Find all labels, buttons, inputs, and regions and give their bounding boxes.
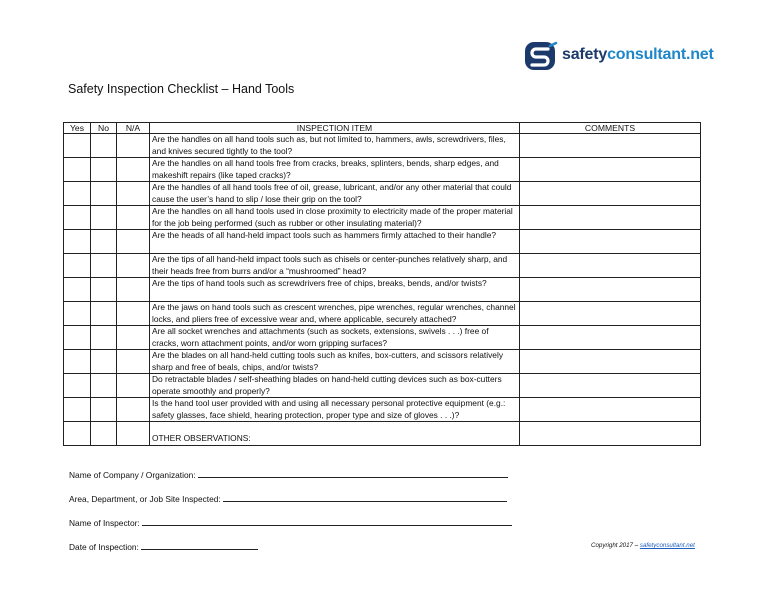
company-label: Name of Company / Organization: (69, 470, 196, 480)
na-checkbox[interactable] (117, 422, 150, 446)
comments-cell[interactable] (520, 422, 701, 446)
na-checkbox[interactable] (117, 230, 150, 254)
na-checkbox[interactable] (117, 350, 150, 374)
comments-cell[interactable] (520, 374, 701, 398)
comments-cell[interactable] (520, 350, 701, 374)
table-row (64, 278, 701, 302)
comments-cell[interactable] (520, 230, 701, 254)
no-checkbox[interactable] (91, 350, 117, 374)
copyright-link[interactable]: safetyconsultant.net (639, 542, 695, 549)
table-row (64, 206, 701, 230)
na-checkbox[interactable] (117, 254, 150, 278)
no-checkbox[interactable] (91, 302, 117, 326)
no-checkbox[interactable] (91, 422, 117, 446)
header-comments: COMMENTS (520, 123, 701, 134)
date-label: Date of Inspection: (69, 542, 139, 552)
yes-checkbox[interactable] (64, 230, 91, 254)
yes-checkbox[interactable] (64, 278, 91, 302)
table-row (64, 350, 701, 374)
comments-cell[interactable] (520, 278, 701, 302)
table-row (64, 302, 701, 326)
table-row (64, 326, 701, 350)
comments-cell[interactable] (520, 206, 701, 230)
yes-checkbox[interactable] (64, 398, 91, 422)
brand-logo (523, 40, 714, 72)
table-row-observations (64, 422, 701, 446)
inspection-item: Are the handles of all hand tools free of oil, grease, lubricant, and/or any other material that could cause the user’s hand to slip / lose their grip on the tool? (150, 182, 520, 206)
inspection-table (63, 122, 701, 446)
area-line[interactable] (223, 492, 507, 502)
table-row (64, 158, 701, 182)
comments-cell[interactable] (520, 326, 701, 350)
inspection-item: Are the handles on all hand tools such as, but not limited to, hammers, awls, screwdrivers, files, and knives secured tightly to the tool? (150, 134, 520, 158)
na-checkbox[interactable] (117, 374, 150, 398)
inspection-item: Are the heads of all hand-held impact tools such as hammers firmly attached to their handle? (150, 230, 520, 254)
table-row (64, 374, 701, 398)
table-row (64, 230, 701, 254)
header-na: N/A (117, 123, 150, 134)
date-field[interactable] (69, 540, 258, 552)
table-row (64, 254, 701, 278)
comments-cell[interactable] (520, 254, 701, 278)
inspector-field[interactable] (69, 516, 512, 528)
comments-cell[interactable] (520, 158, 701, 182)
company-line[interactable] (198, 468, 508, 478)
comments-cell[interactable] (520, 302, 701, 326)
na-checkbox[interactable] (117, 278, 150, 302)
inspection-item: Is the hand tool user provided with and using all necessary personal protective equipment (e.g.: safety glasses, face shield, hearing protection, proper type and size of gloves . . .)? (150, 398, 520, 422)
header-no: No (91, 123, 117, 134)
no-checkbox[interactable] (91, 206, 117, 230)
table-row (64, 134, 701, 158)
logo-mark-icon (523, 40, 559, 72)
date-line[interactable] (141, 540, 258, 550)
na-checkbox[interactable] (117, 398, 150, 422)
yes-checkbox[interactable] (64, 158, 91, 182)
copyright-text: Copyright 2017 – (591, 542, 640, 549)
na-checkbox[interactable] (117, 134, 150, 158)
company-field[interactable] (69, 468, 508, 480)
area-field[interactable] (69, 492, 507, 504)
no-checkbox[interactable] (91, 278, 117, 302)
yes-checkbox[interactable] (64, 254, 91, 278)
no-checkbox[interactable] (91, 134, 117, 158)
comments-cell[interactable] (520, 182, 701, 206)
inspector-label: Name of Inspector: (69, 518, 140, 528)
yes-checkbox[interactable] (64, 422, 91, 446)
brand-name-part2: consultant.net (607, 46, 714, 63)
inspection-item: Are all socket wrenches and attachments (such as sockets, extensions, swivels . . .) free of cracks, worn attachment points, and/or worn gripping surfaces? (150, 326, 520, 350)
yes-checkbox[interactable] (64, 374, 91, 398)
na-checkbox[interactable] (117, 158, 150, 182)
yes-checkbox[interactable] (64, 350, 91, 374)
comments-cell[interactable] (520, 398, 701, 422)
inspection-item: Are the handles on all hand tools used in close proximity to electricity made of the proper material for the job being performed (such as rubber or other insulating material)? (150, 206, 520, 230)
inspection-item: Are the handles on all hand tools free from cracks, breaks, splinters, bends, sharp edges, and makeshift repairs (like taped cracks)? (150, 158, 520, 182)
area-label: Area, Department, or Job Site Inspected: (69, 494, 221, 504)
inspector-line[interactable] (142, 516, 512, 526)
brand-name-part1: safety (562, 46, 608, 63)
no-checkbox[interactable] (91, 374, 117, 398)
yes-checkbox[interactable] (64, 326, 91, 350)
header-yes: Yes (64, 123, 91, 134)
no-checkbox[interactable] (91, 230, 117, 254)
header-inspection-item: INSPECTION ITEM (150, 123, 520, 134)
table-header-row (64, 123, 701, 134)
na-checkbox[interactable] (117, 302, 150, 326)
inspection-item: Are the tips of hand tools such as screwdrivers free of chips, breaks, bends, and/or twists? (150, 278, 520, 302)
yes-checkbox[interactable] (64, 206, 91, 230)
no-checkbox[interactable] (91, 398, 117, 422)
no-checkbox[interactable] (91, 182, 117, 206)
yes-checkbox[interactable] (64, 302, 91, 326)
inspection-item: Are the jaws on hand tools such as crescent wrenches, pipe wrenches, regular wrenches, channel locks, and pliers free of excessive wear and, where applicable, securely attached? (150, 302, 520, 326)
copyright (591, 542, 695, 549)
no-checkbox[interactable] (91, 326, 117, 350)
table-row (64, 182, 701, 206)
inspection-item: Are the blades on all hand-held cutting tools such as knifes, box-cutters, and scissors relatively sharp and free of beals, chips, and/or twists? (150, 350, 520, 374)
other-observations-label: OTHER OBSERVATIONS: (152, 433, 251, 443)
no-checkbox[interactable] (91, 158, 117, 182)
inspection-item: Do retractable blades / self-sheathing blades on hand-held cutting devices such as box-cutters operate smoothly and properly? (150, 374, 520, 398)
na-checkbox[interactable] (117, 182, 150, 206)
yes-checkbox[interactable] (64, 134, 91, 158)
no-checkbox[interactable] (91, 254, 117, 278)
page-title: Safety Inspection Checklist – Hand Tools (68, 82, 295, 96)
na-checkbox[interactable] (117, 206, 150, 230)
brand-name (562, 46, 714, 64)
other-observations-cell[interactable] (150, 422, 520, 446)
comments-cell[interactable] (520, 134, 701, 158)
table-row (64, 398, 701, 422)
na-checkbox[interactable] (117, 326, 150, 350)
yes-checkbox[interactable] (64, 182, 91, 206)
inspection-item: Are the tips of all hand-held impact tools such as chisels or center-punches relatively sharp, and their heads free from burrs and/or a “mushroomed” head? (150, 254, 520, 278)
